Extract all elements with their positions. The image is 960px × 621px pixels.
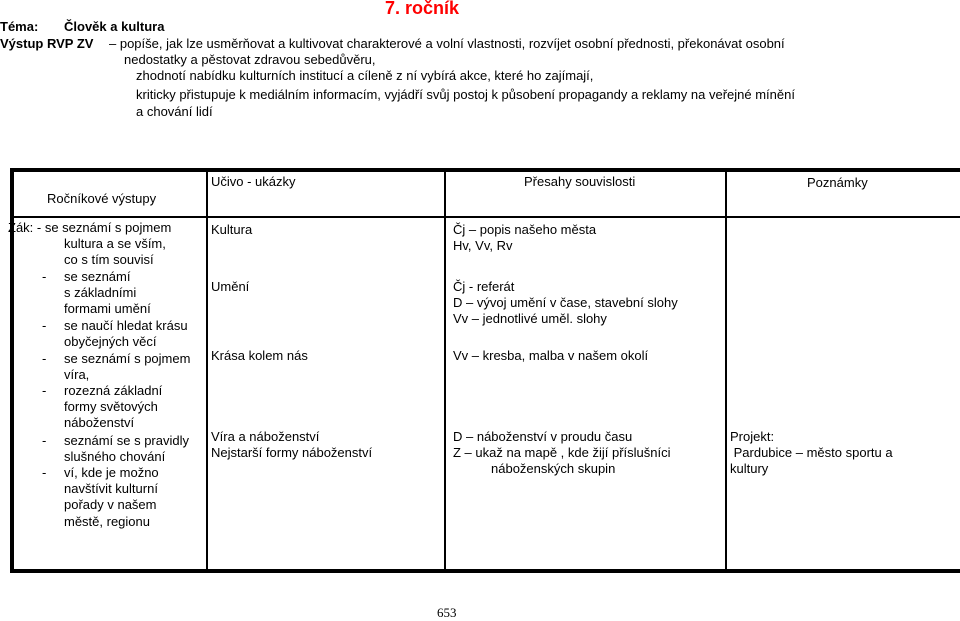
poznamky-text: Pardubice – město sportu a	[730, 445, 893, 460]
ucivo-text: Krása kolem nás	[211, 348, 308, 363]
vystup-line-5: a chování lidí	[136, 104, 213, 119]
vystup-text: formami umění	[64, 301, 151, 316]
vystup-dash: -	[42, 351, 47, 366]
vystup-text: se naučí hledat krásu	[64, 318, 188, 333]
header-vystupy: Ročníkové výstupy	[47, 191, 157, 206]
poznamky-text: kultury	[730, 461, 769, 476]
ucivo-text: Kultura	[211, 222, 253, 237]
vystup-dash: -	[42, 269, 47, 284]
presahy-text: Čj – popis našeho města	[453, 222, 597, 237]
vystup-text: víra,	[64, 367, 90, 382]
tema-value: Člověk a kultura	[64, 19, 165, 34]
vystup-text: se seznámí	[64, 269, 131, 284]
vystup-line-1: – popíše, jak lze usměrňovat a kultivovat charakterové a volní vlastnosti, rozvíjet osobní přednosti, překonávat osobní	[109, 36, 785, 51]
vystup-text: ví, kde je možno	[64, 465, 159, 480]
ucivo-text: Nejstarší formy náboženství	[211, 445, 373, 460]
vystup-dash: -	[42, 383, 47, 398]
vystup-text: formy světových	[64, 399, 158, 414]
vystup-dash: -	[42, 465, 47, 480]
vystup-text: s základními	[64, 285, 137, 300]
vystup-text: Žák: - se seznámí s pojmem	[8, 220, 172, 235]
vystup-text: kultura a se vším,	[64, 236, 166, 251]
vystup-text: navštívit kulturní	[64, 481, 158, 496]
header-presahy: Přesahy souvislosti	[524, 174, 636, 189]
header-ucivo: Učivo - ukázky	[211, 174, 296, 189]
vystup-line-3: zhodnotí nabídku kulturních institucí a cíleně z ní vybírá akce, které ho zajímají,	[136, 68, 594, 83]
tema-label: Téma:	[0, 19, 39, 34]
header-poznamky: Poznámky	[807, 175, 868, 190]
vystup-line-2: nedostatky a pěstovat zdravou sebedůvěru,	[124, 52, 376, 67]
vystup-label: Výstup RVP ZV	[0, 36, 94, 51]
presahy-text: Hv, Vv, Rv	[453, 238, 513, 253]
presahy-text: Vv – jednotlivé uměl. slohy	[453, 311, 607, 326]
vystup-text: pořady v našem	[64, 497, 157, 512]
header-divider	[14, 216, 960, 218]
vystup-dash: -	[42, 433, 47, 448]
presahy-text: Vv – kresba, malba v našem okolí	[453, 348, 649, 363]
presahy-text: náboženských skupin	[491, 461, 616, 476]
vystup-text: co s tím souvisí	[64, 252, 154, 267]
vystup-text: rozezná základní	[64, 383, 163, 398]
presahy-text: Čj - referát	[453, 279, 515, 294]
ucivo-text: Víra a náboženství	[211, 429, 320, 444]
vystup-text: se seznámí s pojmem	[64, 351, 191, 366]
column-divider	[725, 172, 727, 569]
vystup-text: obyčejných věcí	[64, 334, 157, 349]
curriculum-table	[10, 168, 960, 573]
vystup-text: náboženství	[64, 415, 135, 430]
presahy-text: D – náboženství v proudu času	[453, 429, 633, 444]
grade-title: 7. ročník	[385, 0, 460, 18]
vystup-text: seznámí se s pravidly	[64, 433, 189, 448]
vystup-line-4: kriticky přistupuje k mediálním informacím, vyjádří svůj postoj k působení propagandy a reklamy na veřejné mínění	[136, 87, 795, 102]
vystup-text: městě, regionu	[64, 514, 150, 529]
presahy-text: D – vývoj umění v čase, stavební slohy	[453, 295, 678, 310]
ucivo-text: Umění	[211, 279, 250, 294]
column-divider	[206, 172, 208, 569]
vystup-text: slušného chování	[64, 449, 166, 464]
page-number: 653	[437, 605, 457, 620]
presahy-text: Z – ukaž na mapě , kde žijí příslušníci	[453, 445, 671, 460]
column-divider	[444, 172, 446, 569]
poznamky-text: Projekt:	[730, 429, 775, 444]
vystup-dash: -	[42, 318, 47, 333]
